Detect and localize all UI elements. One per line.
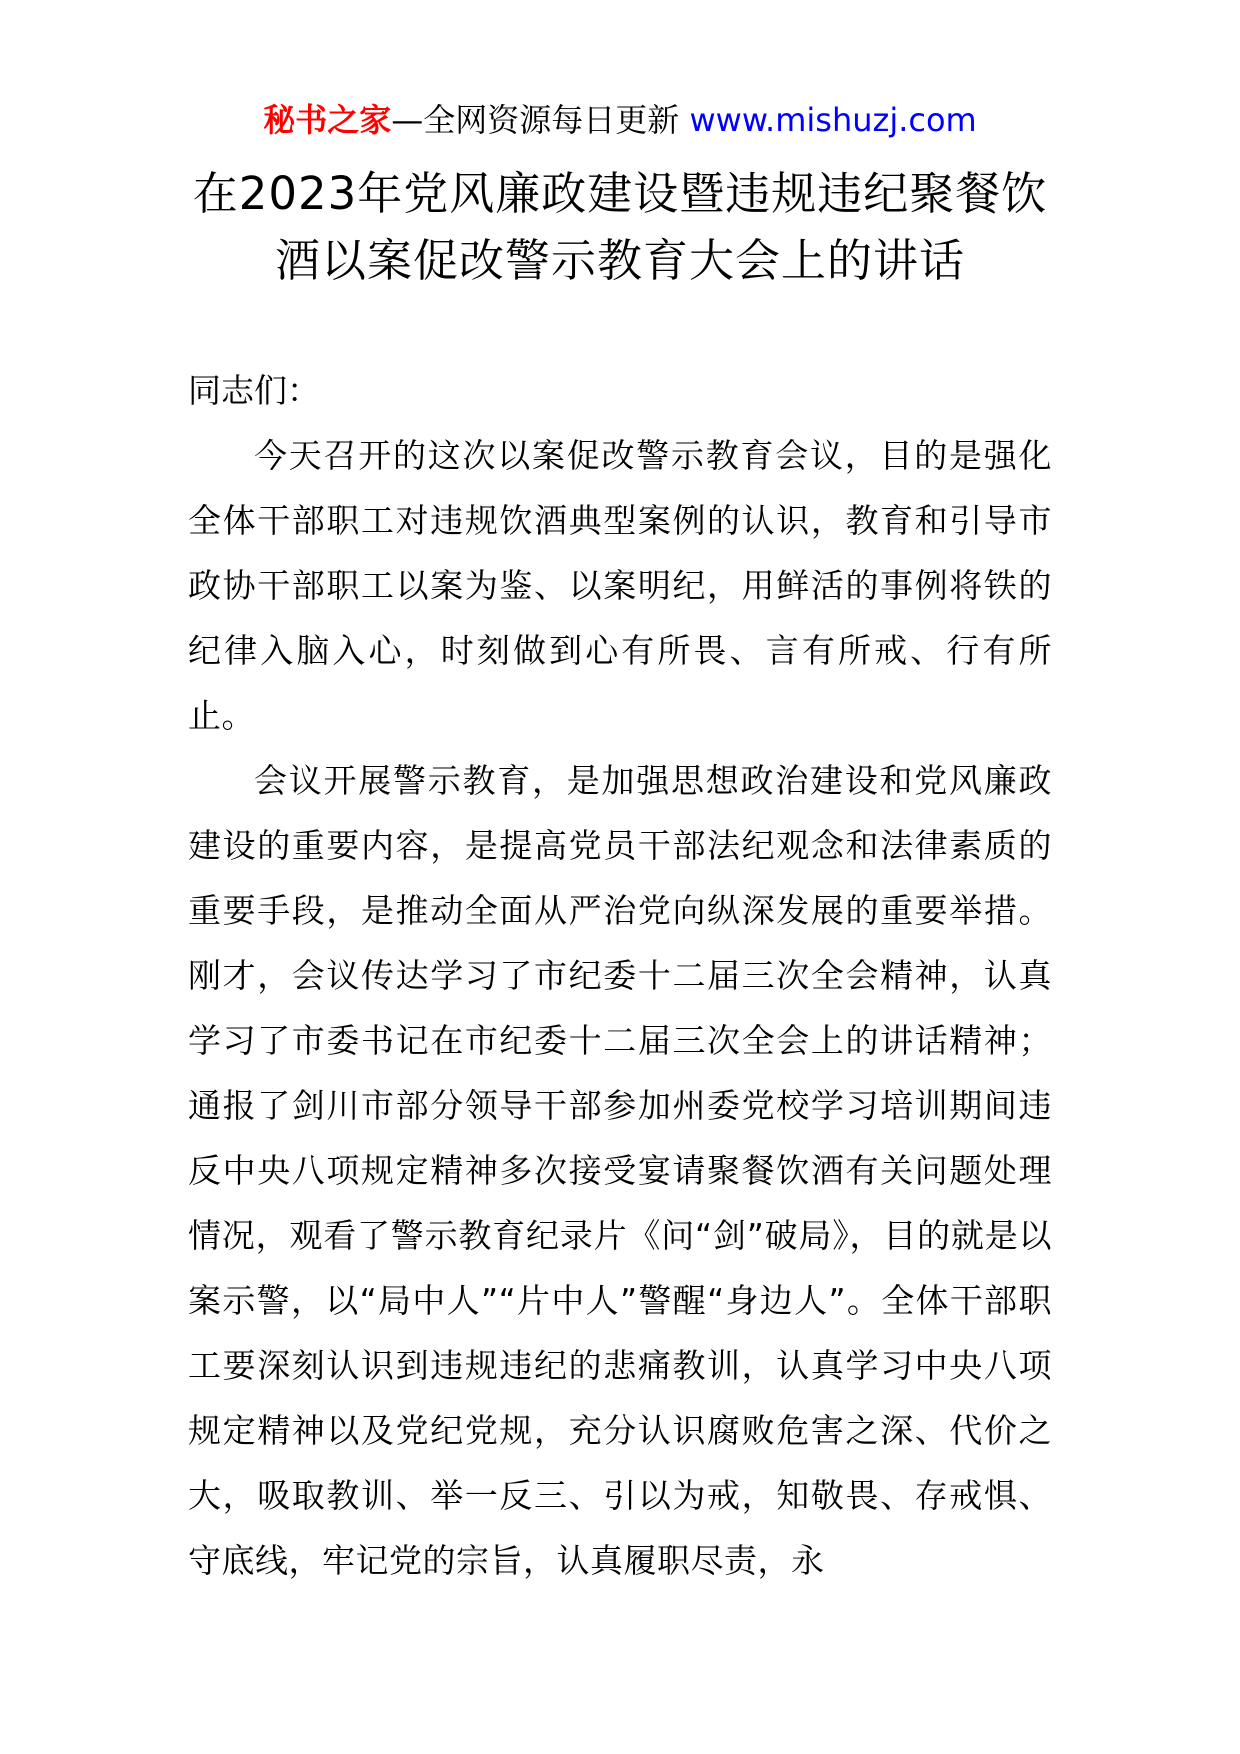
paragraph-2: 会议开展警示教育，是加强思想政治建设和党风廉政建设的重要内容，是提高党员干部法纪观念和法律素质的重要手段，是推动全面从严治党向纵深发展的重要举措。刚才，会议传达学习了市纪委十二届三次全会精神，认真学习了市委书记在市纪委十二届三次全会上的讲话精神；通报了剑川市部分领导干部参加州委党校学习培训期间违反中央八项规定精神多次接受宴请聚餐饮酒有关问题处理情况，观看了警示教育纪录片《问“剑”破局》，目的就是以案示警，以“局中人”“片中人”警醒“身边人”。全体干部职工要深刻认识到违规违纪的悲痛教训，认真学习中央八项规定精神以及党纪党规，充分认识腐败危害之深、代价之大，吸取教训、举一反三、引以为戒，知敬畏、存戒惧、守底线，牢记党的宗旨，认真履职尽责，永 [188,761,1052,1580]
document-title [150,160,1090,294]
document-body [188,358,1052,1593]
site-header [0,98,1240,142]
paragraph-1: 今天召开的这次以案促改警示教育会议，目的是强化全体干部职工对违规饮酒典型案例的认识，教育和引导市政协干部职工以案为鉴、以案明纪，用鲜活的事例将铁的纪律入脑入心，时刻做到心有所畏、言有所戒、行有所止。 [188,436,1052,735]
site-tagline: —全网资源每日更新 [391,101,680,139]
salutation: 同志们： [188,371,320,410]
site-brand: 秘书之家 [263,101,392,139]
title-line-2: 酒以案促改警示教育大会上的讲话 [274,234,965,287]
site-url[interactable]: www.mishuzj.com [689,101,977,139]
title-line-1: 在2023年党风廉政建设暨违规违纪聚餐饮 [192,167,1048,220]
